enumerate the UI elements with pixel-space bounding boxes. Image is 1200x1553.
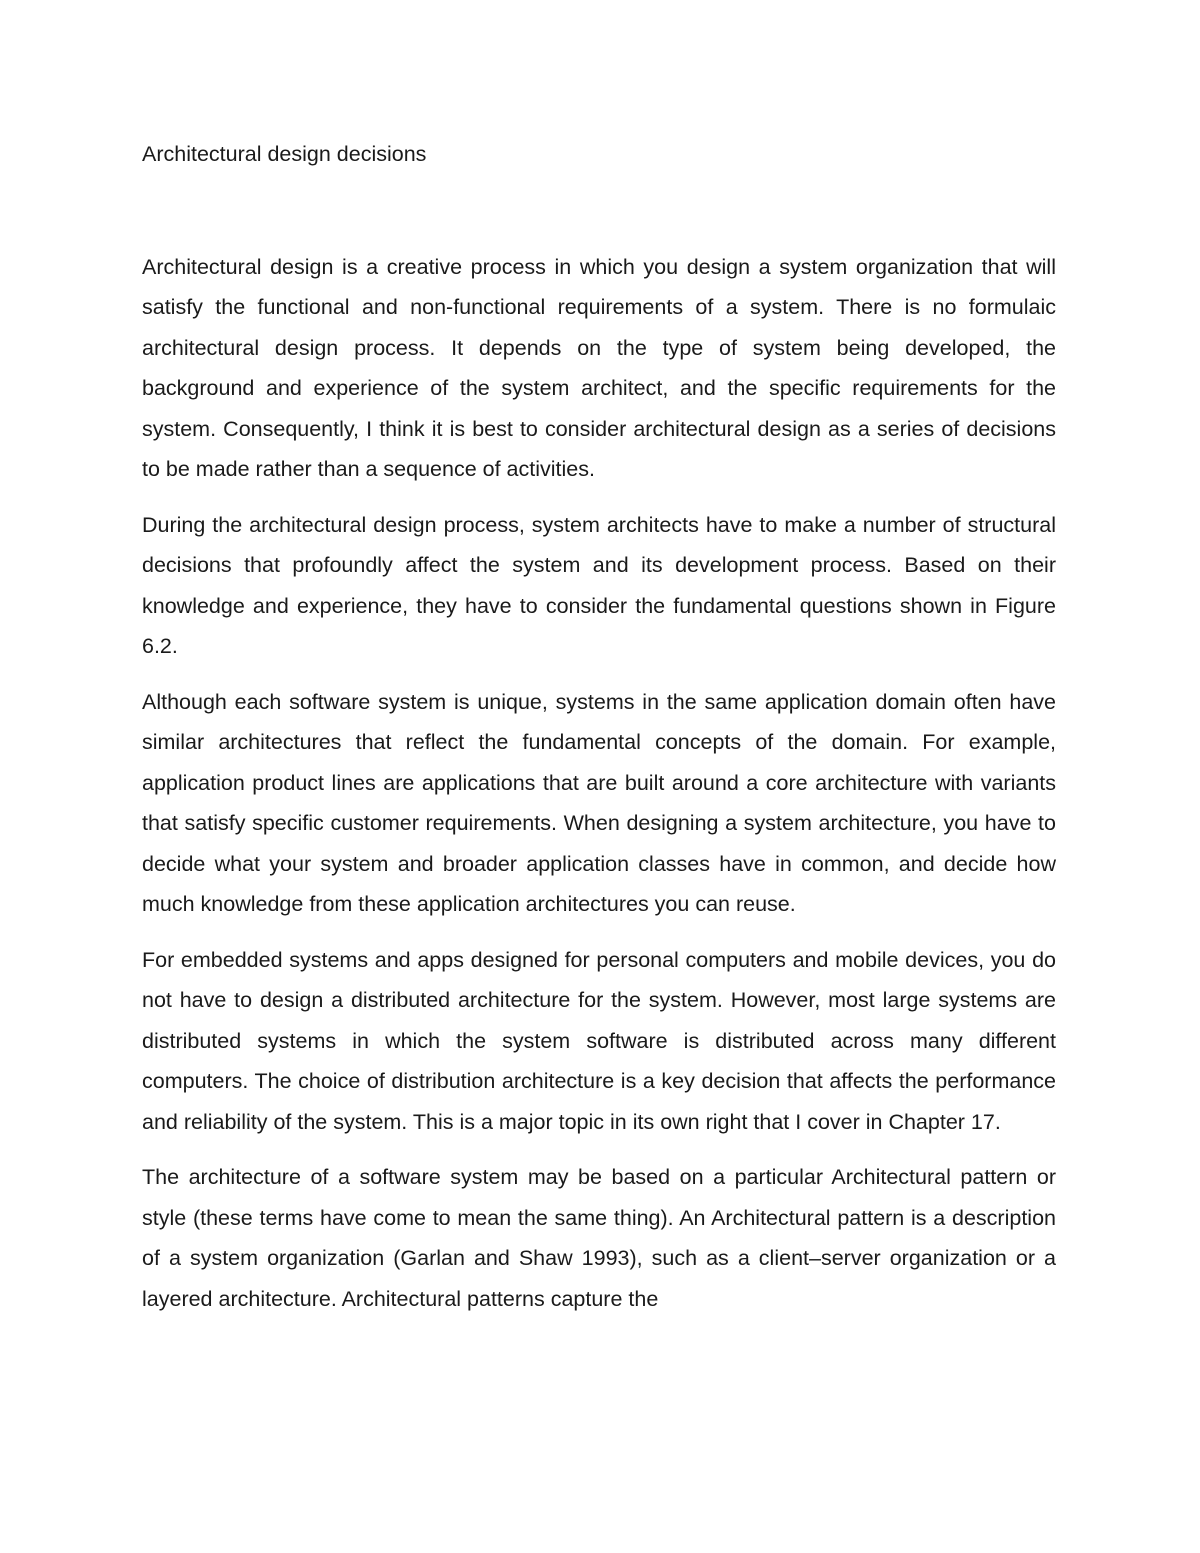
- paragraph-intro: Architectural design is a creative process in which you design a system organization that will satisfy the functional and non-functional requirements of a system. There is no formulaic architectural design process. It depends on the type of system being developed, the background and experience of the system architect, and the specific requirements for the system. Consequently, I think it is best to consider architectural design as a series of decisions to be made rather than a sequence of activities.: [142, 254, 1056, 481]
- paragraph-application-domain: Although each software system is unique, systems in the same application domain often have similar architectures that reflect the fundamental concepts of the domain. For example, application product lines are applications that are built around a core architecture with variants that satisfy specific customer requirements. When designing a system architecture, you have to decide what your system and broader application classes have in common, and decide how much knowledge from these application architectures you can reuse.: [142, 689, 1056, 916]
- paragraph-architectural-patterns: The architecture of a software system may be based on a particular Architectural pattern or style (these terms have come to mean the same thing). An Architectural pattern is a description of a system organization (Garlan and Shaw 1993), such as a client–server organization or a layered architecture. Architectural patterns capture the: [142, 1165, 1056, 1311]
- paragraph-distributed-architecture: For embedded systems and apps designed for personal computers and mobile devices, you do not have to design a distributed architecture for the system. However, most large systems are distributed systems in which the system software is distributed across many different computers. The choice of distribution architecture is a key decision that affects the performance and reliability of the system. This is a major topic in its own right that I cover in Chapter 17.: [142, 947, 1056, 1134]
- document-body: [142, 134, 1056, 1319]
- document-title: Architectural design decisions: [142, 142, 427, 166]
- paragraph-structural-decisions: During the architectural design process, system architects have to make a number of structural decisions that profoundly affect the system and its development process. Based on their knowledge and experience, they have to consider the fundamental questions shown in Figure 6.2.: [142, 512, 1056, 658]
